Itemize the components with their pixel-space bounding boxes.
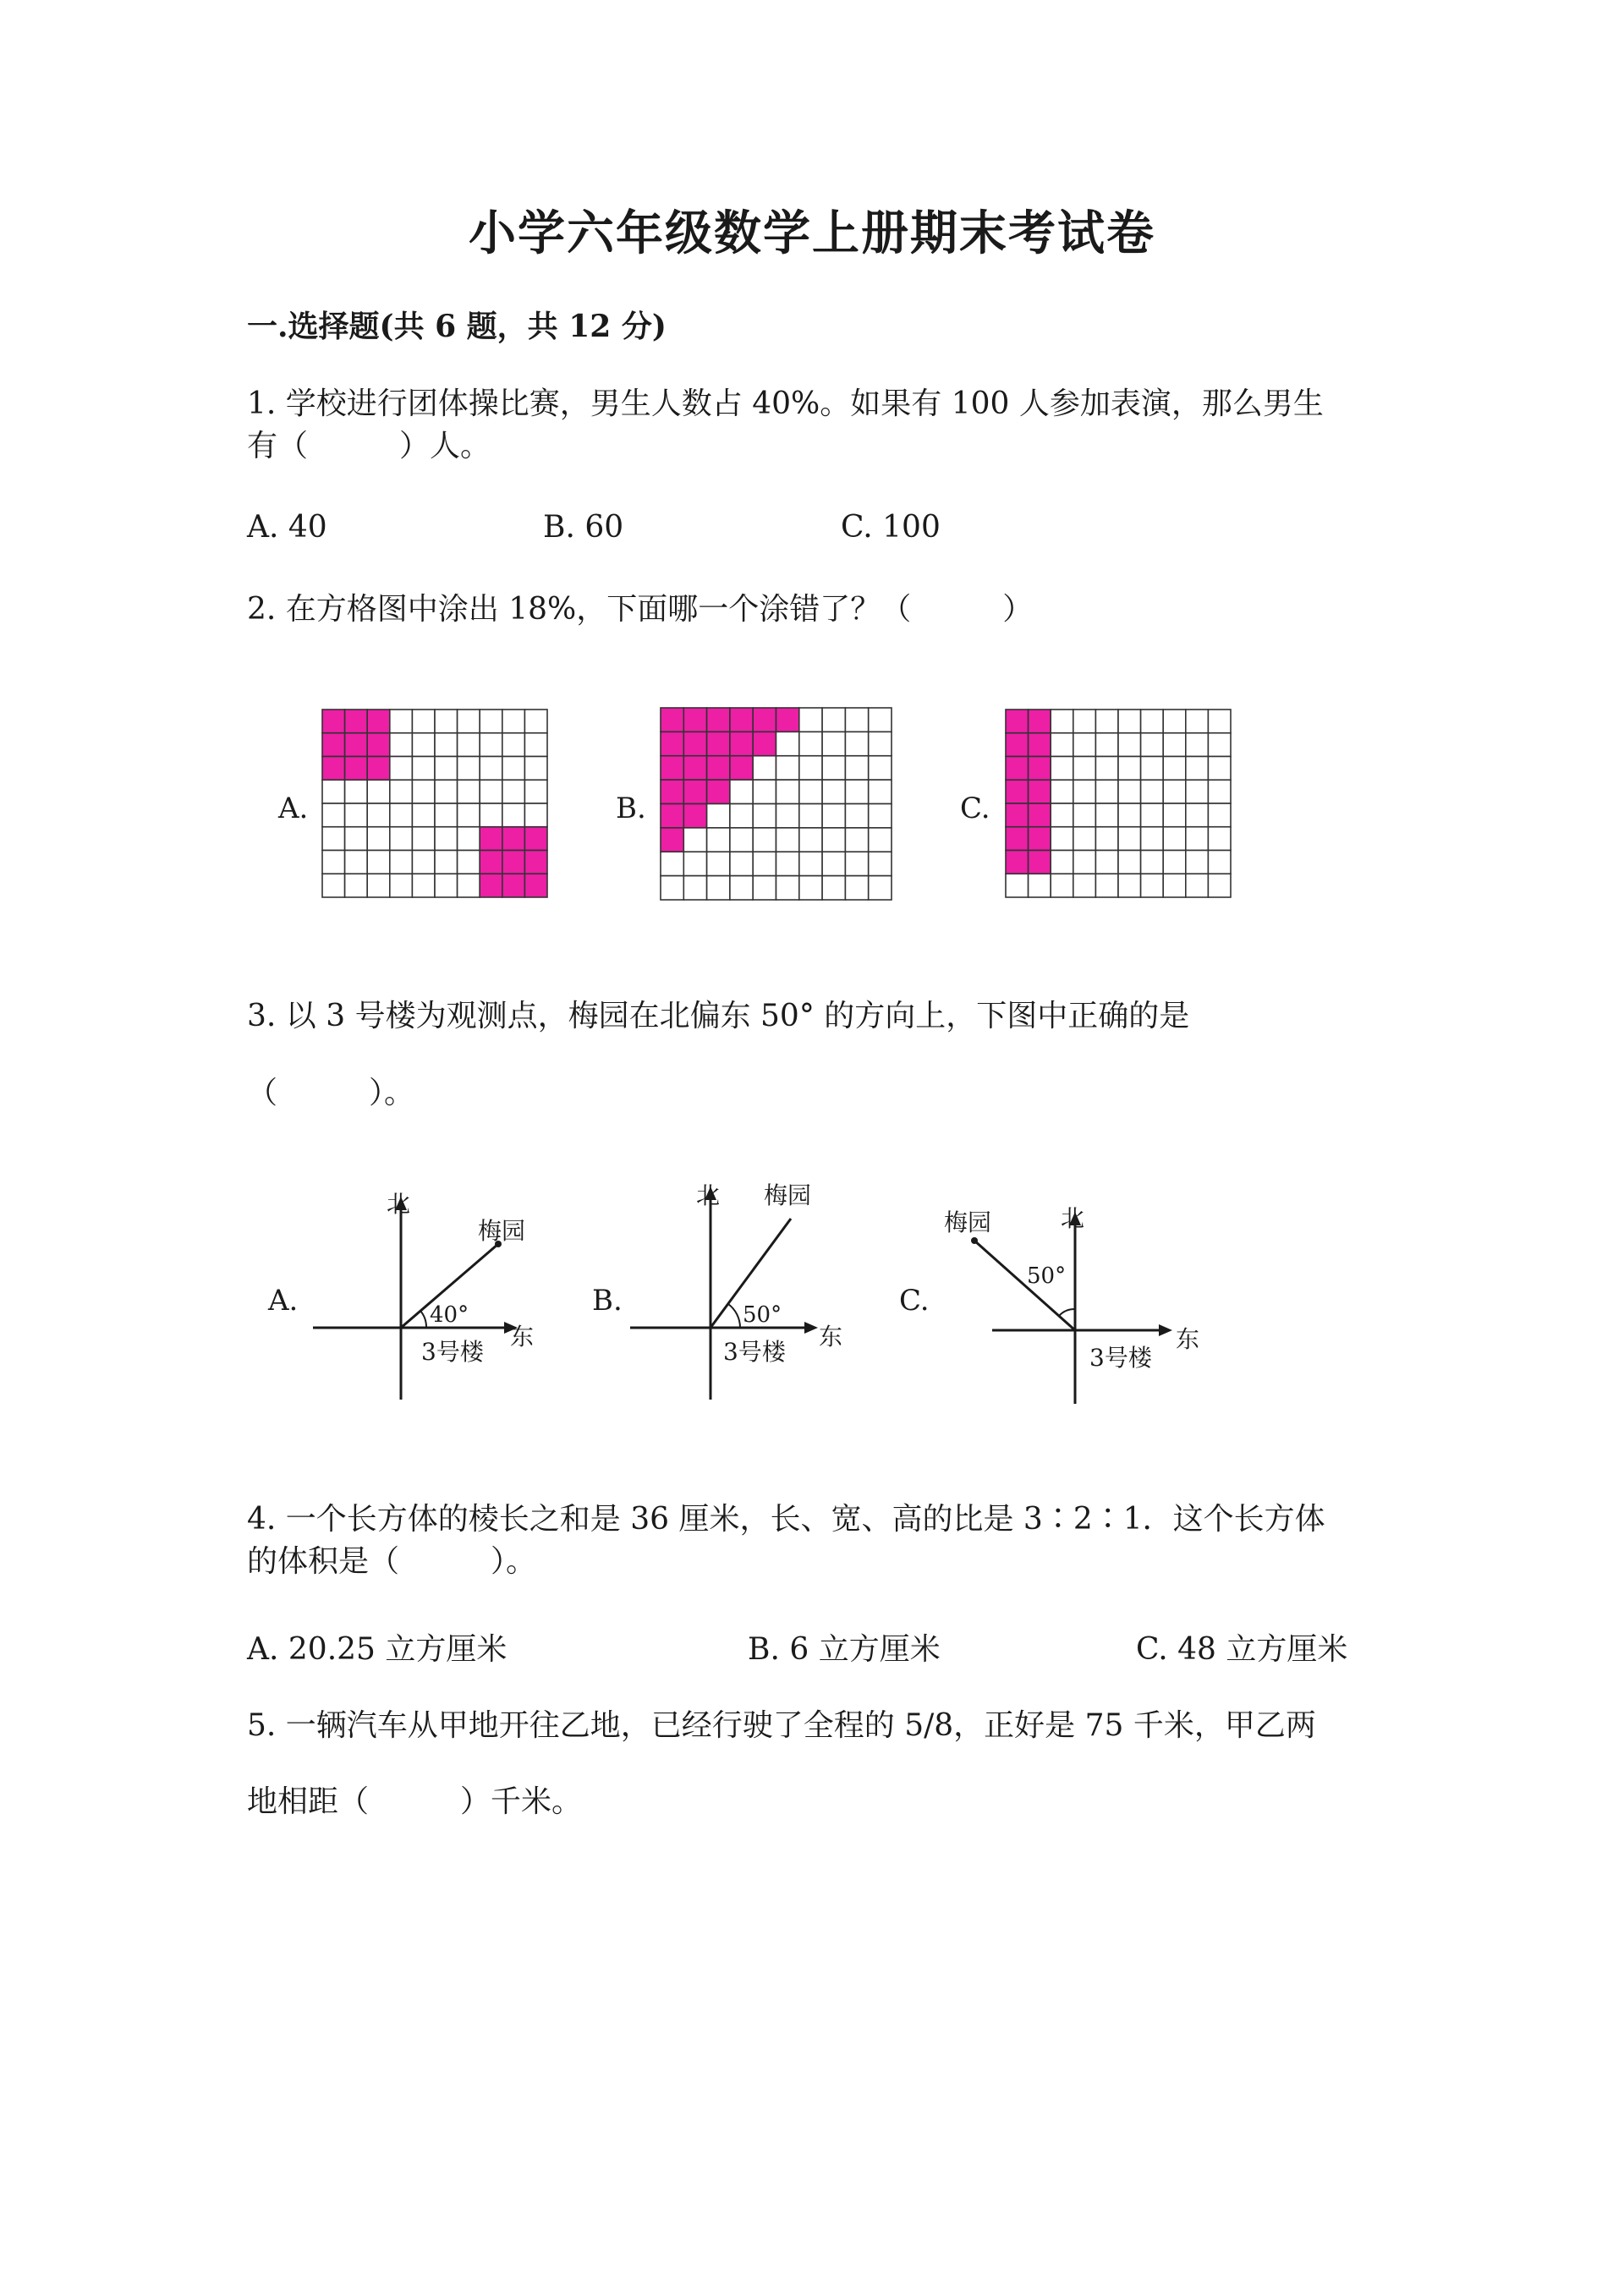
grid-cell: [753, 708, 776, 732]
grid-cell: [1006, 851, 1029, 874]
grid-cell: [435, 803, 458, 827]
grid-cell: [753, 876, 776, 900]
grid-cell: [524, 757, 547, 781]
grid-cell: [390, 733, 413, 757]
grid-cell: [730, 708, 753, 732]
grid-cell: [1095, 803, 1118, 827]
grid-cell: [458, 827, 480, 851]
grid-cell: [1141, 757, 1164, 781]
grid-cell: [390, 757, 413, 781]
grid-cell: [412, 733, 435, 757]
grid-cell: [1141, 874, 1164, 897]
grid-cell: [524, 827, 547, 851]
grid-cell: [707, 708, 730, 732]
grid-cell: [524, 733, 547, 757]
grid-cell: [345, 757, 368, 781]
question-3-line-1: 3. 以 3 号楼为观测点，梅园在北偏东 50° 的方向上，下图中正确的是: [247, 999, 1190, 1033]
grid-cell: [799, 828, 822, 852]
grid-cell: [1051, 757, 1073, 781]
grid-cell: [435, 710, 458, 733]
grid-cell: [776, 708, 799, 732]
grid-cell: [753, 828, 776, 852]
grid-cell: [661, 708, 683, 732]
grid-cell: [1029, 827, 1051, 851]
grid-cell: [435, 733, 458, 757]
compass-figure-a: [313, 1188, 550, 1408]
grid-cell: [367, 757, 390, 781]
angle-label: 40°: [430, 1302, 469, 1328]
grid-cell: [661, 852, 683, 875]
grid-cell: [1029, 803, 1051, 827]
grid-cell: [1095, 851, 1118, 874]
grid-cell: [480, 757, 502, 781]
grid-cell: [412, 827, 435, 851]
grid-cell: [869, 804, 892, 828]
meiyuan-label: 梅园: [944, 1208, 992, 1236]
grid-cell: [1095, 710, 1118, 733]
grid-cell: [776, 756, 799, 780]
grid-cell: [707, 804, 730, 828]
grid-cell: [869, 708, 892, 732]
building-label: 3号楼: [421, 1338, 484, 1366]
grid-cell: [730, 828, 753, 852]
grid-cell: [502, 710, 525, 733]
grid-cell: [1051, 780, 1073, 803]
compass-figure-c: [939, 1188, 1226, 1417]
east-label: 东: [510, 1323, 535, 1351]
grid-cell: [1095, 733, 1118, 757]
grid-cell: [390, 710, 413, 733]
grid-cell: [753, 804, 776, 828]
grid-cell: [480, 851, 502, 874]
grid-cell: [869, 876, 892, 900]
grid-cell: [1141, 780, 1164, 803]
grid-cell: [502, 803, 525, 827]
question-2-text: 2. 在方格图中涂出 18%，下面哪一个涂错了？（ ）: [247, 592, 1034, 627]
grid-cell: [1118, 757, 1141, 781]
grid-cell: [1006, 757, 1029, 781]
grid-cell: [661, 756, 683, 780]
grid-cell: [1163, 827, 1186, 851]
grid-cell: [435, 851, 458, 874]
grid-cell: [1029, 733, 1051, 757]
grid-cell: [458, 851, 480, 874]
building-label: 3号楼: [723, 1338, 786, 1366]
grid-cell: [869, 732, 892, 755]
grid-cell: [524, 851, 547, 874]
grid-cell: [458, 874, 480, 897]
grid-cell: [345, 803, 368, 827]
north-label: 北: [387, 1190, 411, 1218]
grid-cell: [1208, 803, 1231, 827]
grid-cell: [502, 874, 525, 897]
grid-cell: [869, 756, 892, 780]
grid-cell: [799, 756, 822, 780]
grid-cell: [683, 732, 706, 755]
grid-cell: [776, 804, 799, 828]
grid-cell: [412, 851, 435, 874]
grid-cell: [1118, 733, 1141, 757]
grid-cell: [869, 852, 892, 875]
question-1-option-c: C. 100: [841, 510, 941, 545]
grid-cell: [502, 780, 525, 803]
grid-cell: [1208, 733, 1231, 757]
question-4-option-a: A. 20.25 立方厘米: [247, 1632, 508, 1667]
question-4-line-1: 4. 一个长方体的棱长之和是 36 厘米，长、宽、高的比是 3∶2∶1．这个长方体: [247, 1502, 1325, 1537]
grid-cell: [1006, 827, 1029, 851]
grid-cell: [822, 732, 845, 755]
grid-cell: [322, 780, 345, 803]
compass-a-label: A.: [268, 1284, 299, 1318]
grid-cell: [753, 780, 776, 803]
grid-cell: [367, 733, 390, 757]
grid-cell: [683, 708, 706, 732]
grid-cell: [1163, 874, 1186, 897]
grid-cell: [345, 710, 368, 733]
grid-cell: [1163, 733, 1186, 757]
question-1-option-b: B. 60: [543, 510, 624, 545]
grid-cell: [661, 876, 683, 900]
grid-cell: [1051, 851, 1073, 874]
grid-cell: [845, 708, 868, 732]
compass-b-label: B.: [592, 1284, 623, 1318]
grid-cell: [707, 828, 730, 852]
grid-cell: [1006, 780, 1029, 803]
grid-cell: [412, 757, 435, 781]
grid-cell: [1073, 733, 1096, 757]
grid-cell: [730, 876, 753, 900]
grid-b-label: B.: [616, 792, 646, 825]
page-title: 小学六年级数学上册期末考试卷: [469, 205, 1155, 261]
north-label: 北: [696, 1181, 721, 1209]
grid-cell: [412, 710, 435, 733]
grid-cell: [1073, 757, 1096, 781]
grid-cell: [1141, 827, 1164, 851]
grid-cell: [1006, 710, 1029, 733]
grid-cell: [1029, 710, 1051, 733]
grid-cell: [799, 732, 822, 755]
angle-label: 50°: [743, 1302, 782, 1328]
grid-cell: [367, 827, 390, 851]
grid-cell: [753, 852, 776, 875]
grid-cell: [390, 827, 413, 851]
grid-cell: [390, 874, 413, 897]
grid-cell: [1073, 851, 1096, 874]
grid-cell: [1118, 710, 1141, 733]
grid-cell: [1141, 733, 1164, 757]
grid-cell: [367, 803, 390, 827]
grid-cell: [1186, 803, 1209, 827]
grid-cell: [480, 803, 502, 827]
grid-cell: [480, 733, 502, 757]
question-4-option-c: C. 48 立方厘米: [1136, 1632, 1348, 1667]
grid-cell: [502, 827, 525, 851]
grid-cell: [799, 876, 822, 900]
grid-cell: [1163, 710, 1186, 733]
grid-cell: [707, 852, 730, 875]
compass-c-label: C.: [899, 1284, 930, 1318]
grid-cell: [1208, 851, 1231, 874]
grid-cell: [799, 708, 822, 732]
grid-cell: [661, 804, 683, 828]
grid-cell: [1051, 733, 1073, 757]
grid-cell: [435, 780, 458, 803]
grid-cell: [1186, 780, 1209, 803]
question-4-line-2: 的体积是（ ）。: [247, 1544, 537, 1579]
grid-cell: [730, 804, 753, 828]
grid-cell: [435, 827, 458, 851]
grid-cell: [1163, 851, 1186, 874]
grid-cell: [458, 803, 480, 827]
grid-cell: [322, 827, 345, 851]
grid-cell: [1051, 803, 1073, 827]
grid-cell: [1118, 780, 1141, 803]
grid-cell: [1006, 803, 1029, 827]
grid-cell: [458, 710, 480, 733]
grid-cell: [845, 852, 868, 875]
angle-label: 50°: [1027, 1263, 1067, 1289]
grid-cell: [845, 732, 868, 755]
grid-cell: [776, 852, 799, 875]
grid-cell: [524, 780, 547, 803]
grid-cell: [1006, 733, 1029, 757]
grid-cell: [1095, 874, 1118, 897]
grid-cell: [822, 780, 845, 803]
grid-cell: [1118, 874, 1141, 897]
grid-cell: [322, 757, 345, 781]
grid-cell: [480, 780, 502, 803]
grid-figure-b: [660, 707, 892, 901]
grid-cell: [1208, 827, 1231, 851]
grid-cell: [322, 851, 345, 874]
grid-cell: [412, 803, 435, 827]
grid-cell: [845, 804, 868, 828]
grid-cell: [1141, 803, 1164, 827]
grid-cell: [1073, 803, 1096, 827]
grid-cell: [845, 828, 868, 852]
question-1-line-1: 1. 学校进行团体操比赛，男生人数占 40%。如果有 100 人参加表演，那么男生: [247, 386, 1324, 421]
grid-cell: [730, 780, 753, 803]
grid-cell: [1029, 757, 1051, 781]
grid-cell: [524, 710, 547, 733]
grid-cell: [799, 780, 822, 803]
grid-cell: [1186, 827, 1209, 851]
grid-cell: [322, 733, 345, 757]
grid-cell: [1051, 874, 1073, 897]
grid-cell: [707, 732, 730, 755]
grid-c-label: C.: [960, 792, 990, 825]
grid-cell: [1095, 780, 1118, 803]
grid-cell: [1163, 780, 1186, 803]
grid-cell: [1208, 874, 1231, 897]
grid-cell: [322, 803, 345, 827]
grid-cell: [869, 828, 892, 852]
grid-cell: [683, 756, 706, 780]
grid-cell: [345, 780, 368, 803]
grid-cell: [367, 851, 390, 874]
grid-cell: [345, 851, 368, 874]
grid-cell: [345, 733, 368, 757]
grid-cell: [1051, 710, 1073, 733]
grid-cell: [730, 756, 753, 780]
grid-cell: [1208, 780, 1231, 803]
grid-cell: [1118, 827, 1141, 851]
grid-a-label: A.: [278, 792, 309, 825]
grid-cell: [1029, 851, 1051, 874]
grid-cell: [1095, 757, 1118, 781]
grid-cell: [322, 874, 345, 897]
grid-cell: [345, 827, 368, 851]
grid-cell: [1118, 851, 1141, 874]
question-1-option-a: A. 40: [247, 510, 327, 545]
meiyuan-label: 梅园: [764, 1181, 812, 1209]
grid-cell: [822, 852, 845, 875]
grid-cell: [390, 851, 413, 874]
grid-cell: [707, 780, 730, 803]
grid-cell: [776, 780, 799, 803]
compass-figure-b: [630, 1181, 867, 1408]
grid-cell: [683, 828, 706, 852]
grid-cell: [1073, 827, 1096, 851]
grid-cell: [730, 852, 753, 875]
grid-cell: [480, 827, 502, 851]
grid-cell: [683, 852, 706, 875]
grid-cell: [799, 804, 822, 828]
grid-cell: [1029, 780, 1051, 803]
question-5-line-1: 5. 一辆汽车从甲地开往乙地，已经行驶了全程的 5/8，正好是 75 千米，甲乙两: [247, 1708, 1316, 1743]
grid-cell: [822, 804, 845, 828]
grid-figure-c: [1005, 709, 1232, 898]
grid-cell: [707, 876, 730, 900]
grid-cell: [776, 828, 799, 852]
east-label: 东: [1176, 1325, 1200, 1353]
grid-cell: [435, 757, 458, 781]
east-label: 东: [819, 1323, 843, 1351]
grid-cell: [1208, 710, 1231, 733]
grid-cell: [1029, 874, 1051, 897]
question-1-line-2: 有（ ）人。: [247, 429, 491, 463]
grid-cell: [753, 732, 776, 755]
grid-cell: [1186, 851, 1209, 874]
grid-cell: [367, 710, 390, 733]
grid-cell: [869, 780, 892, 803]
grid-cell: [683, 780, 706, 803]
grid-cell: [1118, 803, 1141, 827]
grid-cell: [776, 876, 799, 900]
grid-cell: [390, 780, 413, 803]
grid-cell: [390, 803, 413, 827]
grid-cell: [1141, 710, 1164, 733]
grid-cell: [730, 732, 753, 755]
question-3-line-2: （ ）。: [247, 1076, 415, 1110]
grid-cell: [1163, 803, 1186, 827]
grid-cell: [1006, 874, 1029, 897]
grid-figure-a: [321, 709, 548, 898]
north-label: 北: [1061, 1204, 1085, 1232]
grid-cell: [707, 756, 730, 780]
grid-cell: [1051, 827, 1073, 851]
grid-cell: [367, 874, 390, 897]
grid-cell: [683, 876, 706, 900]
grid-cell: [1208, 757, 1231, 781]
grid-cell: [822, 708, 845, 732]
grid-cell: [458, 780, 480, 803]
grid-cell: [502, 733, 525, 757]
grid-cell: [1186, 733, 1209, 757]
grid-cell: [683, 804, 706, 828]
grid-cell: [1141, 851, 1164, 874]
grid-cell: [776, 732, 799, 755]
grid-cell: [435, 874, 458, 897]
grid-cell: [480, 710, 502, 733]
grid-cell: [412, 874, 435, 897]
grid-cell: [661, 732, 683, 755]
grid-cell: [1095, 827, 1118, 851]
grid-cell: [661, 780, 683, 803]
grid-cell: [458, 757, 480, 781]
grid-cell: [412, 780, 435, 803]
grid-cell: [458, 733, 480, 757]
grid-cell: [822, 876, 845, 900]
grid-cell: [524, 803, 547, 827]
grid-cell: [1073, 874, 1096, 897]
grid-cell: [480, 874, 502, 897]
grid-cell: [524, 874, 547, 897]
grid-cell: [367, 780, 390, 803]
question-4-option-b: B. 6 立方厘米: [748, 1632, 941, 1667]
grid-cell: [502, 851, 525, 874]
grid-cell: [845, 780, 868, 803]
grid-cell: [345, 874, 368, 897]
section-heading: 一.选择题(共 6 题，共 12 分): [247, 309, 667, 344]
grid-cell: [753, 756, 776, 780]
grid-cell: [799, 852, 822, 875]
grid-cell: [502, 757, 525, 781]
grid-cell: [661, 828, 683, 852]
grid-cell: [1073, 780, 1096, 803]
meiyuan-label: 梅园: [478, 1217, 526, 1245]
grid-cell: [845, 876, 868, 900]
grid-cell: [322, 710, 345, 733]
grid-cell: [1186, 874, 1209, 897]
grid-cell: [822, 756, 845, 780]
grid-cell: [1186, 710, 1209, 733]
building-label: 3号楼: [1089, 1344, 1152, 1372]
question-5-line-2: 地相距（ ）千米。: [247, 1784, 583, 1819]
grid-cell: [822, 828, 845, 852]
grid-cell: [1186, 757, 1209, 781]
grid-cell: [1073, 710, 1096, 733]
grid-cell: [845, 756, 868, 780]
grid-cell: [1163, 757, 1186, 781]
